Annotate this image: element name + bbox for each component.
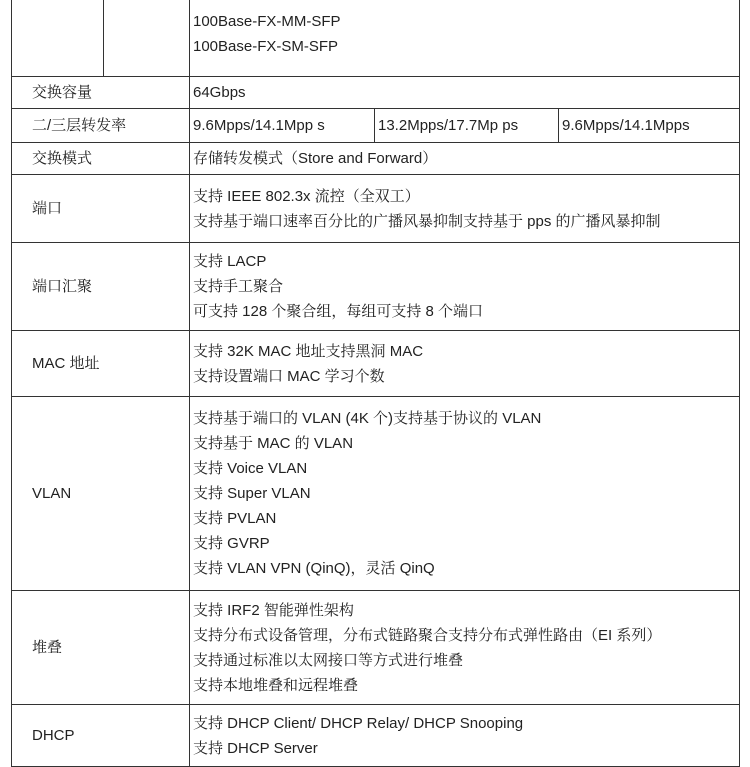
stacking-label: 堆叠 xyxy=(12,591,190,705)
stacking-line-4: 支持本地堆叠和远程堆叠 xyxy=(193,676,359,694)
forwarding-rate-value-3: 9.6Mpps/14.1Mpps xyxy=(559,109,740,143)
stacking-line-2: 支持分布式设备管理，分布式链路聚合支持分布式弹性路由（EI 系列） xyxy=(193,626,662,644)
port-aggregation-line-1: 支持 LACP xyxy=(193,253,267,270)
mac-line-2: 支持设置端口 MAC 学习个数 xyxy=(193,367,385,385)
port-line-2: 支持基于端口速率百分比的广播风暴抑制支持基于 pps 的广播风暴抑制 xyxy=(193,212,661,230)
ports-value-cell xyxy=(190,0,740,77)
table-row-stacking xyxy=(12,591,740,705)
mac-value xyxy=(190,331,740,397)
port-aggregation-value xyxy=(190,243,740,331)
vlan-line-4: 支持 Super VLAN xyxy=(193,485,311,502)
table-row-forwarding-rate xyxy=(12,109,740,143)
forwarding-rate-value-2: 13.2Mpps/17.7Mp ps xyxy=(375,109,559,143)
table-row-vlan xyxy=(12,397,740,591)
switching-mode-label: 交换模式 xyxy=(12,143,190,175)
switching-capacity-value: 64Gbps xyxy=(190,77,740,109)
port-aggregation-line-2: 支持手工聚合 xyxy=(193,278,284,295)
vlan-label: VLAN xyxy=(12,397,190,591)
vlan-line-7: 支持 VLAN VPN (QinQ)，灵活 QinQ xyxy=(193,560,435,577)
spec-table xyxy=(11,0,740,767)
dhcp-value xyxy=(190,705,740,767)
dhcp-line-1: 支持 DHCP Client/ DHCP Relay/ DHCP Snooping xyxy=(193,714,524,732)
ports-label-cell xyxy=(12,0,104,77)
port-aggregation-label: 端口汇聚 xyxy=(12,243,190,331)
table-row-port xyxy=(12,175,740,243)
table-row-switching-capacity xyxy=(12,77,740,109)
dhcp-label: DHCP xyxy=(12,705,190,767)
mac-line-1: 支持 32K MAC 地址支持黑洞 MAC xyxy=(193,342,424,360)
ports-sublabel-cell xyxy=(104,0,190,77)
stacking-line-1: 支持 IRF2 智能弹性架构 xyxy=(193,601,354,619)
vlan-line-1: 支持基于端口的 VLAN (4K 个)支持基于协议的 VLAN xyxy=(193,410,542,427)
table-row-port-aggregation xyxy=(12,243,740,331)
forwarding-rate-value-1: 9.6Mpps/14.1Mpp s xyxy=(190,109,375,143)
ports-partial-line xyxy=(193,0,739,9)
table-row-switching-mode xyxy=(12,143,740,175)
ports-line-1: 100Base-FX-MM-SFP xyxy=(193,13,341,30)
mac-label: MAC 地址 xyxy=(12,331,190,397)
table-row-ports xyxy=(12,0,740,77)
port-aggregation-line-3: 可支持 128 个聚合组，每组可支持 8 个端口 xyxy=(193,303,484,320)
table-row-dhcp xyxy=(12,705,740,767)
vlan-line-3: 支持 Voice VLAN xyxy=(193,460,308,477)
port-label: 端口 xyxy=(12,175,190,243)
vlan-line-5: 支持 PVLAN xyxy=(193,510,277,527)
vlan-value xyxy=(190,397,740,591)
stacking-line-3: 支持通过标准以太网接口等方式进行堆叠 xyxy=(193,651,464,669)
vlan-line-2: 支持基于 MAC 的 VLAN xyxy=(193,435,354,452)
dhcp-line-2: 支持 DHCP Server xyxy=(193,739,318,757)
vlan-line-6: 支持 GVRP xyxy=(193,535,270,552)
switching-mode-value: 存储转发模式（Store and Forward） xyxy=(190,143,740,175)
ports-line-2: 100Base-FX-SM-SFP xyxy=(193,38,339,55)
port-line-1: 支持 IEEE 802.3x 流控（全双工） xyxy=(193,187,420,205)
table-row-mac xyxy=(12,331,740,397)
forwarding-rate-label: 二/三层转发率 xyxy=(12,109,190,143)
switching-capacity-label: 交换容量 xyxy=(12,77,190,109)
stacking-value xyxy=(190,591,740,705)
port-value xyxy=(190,175,740,243)
